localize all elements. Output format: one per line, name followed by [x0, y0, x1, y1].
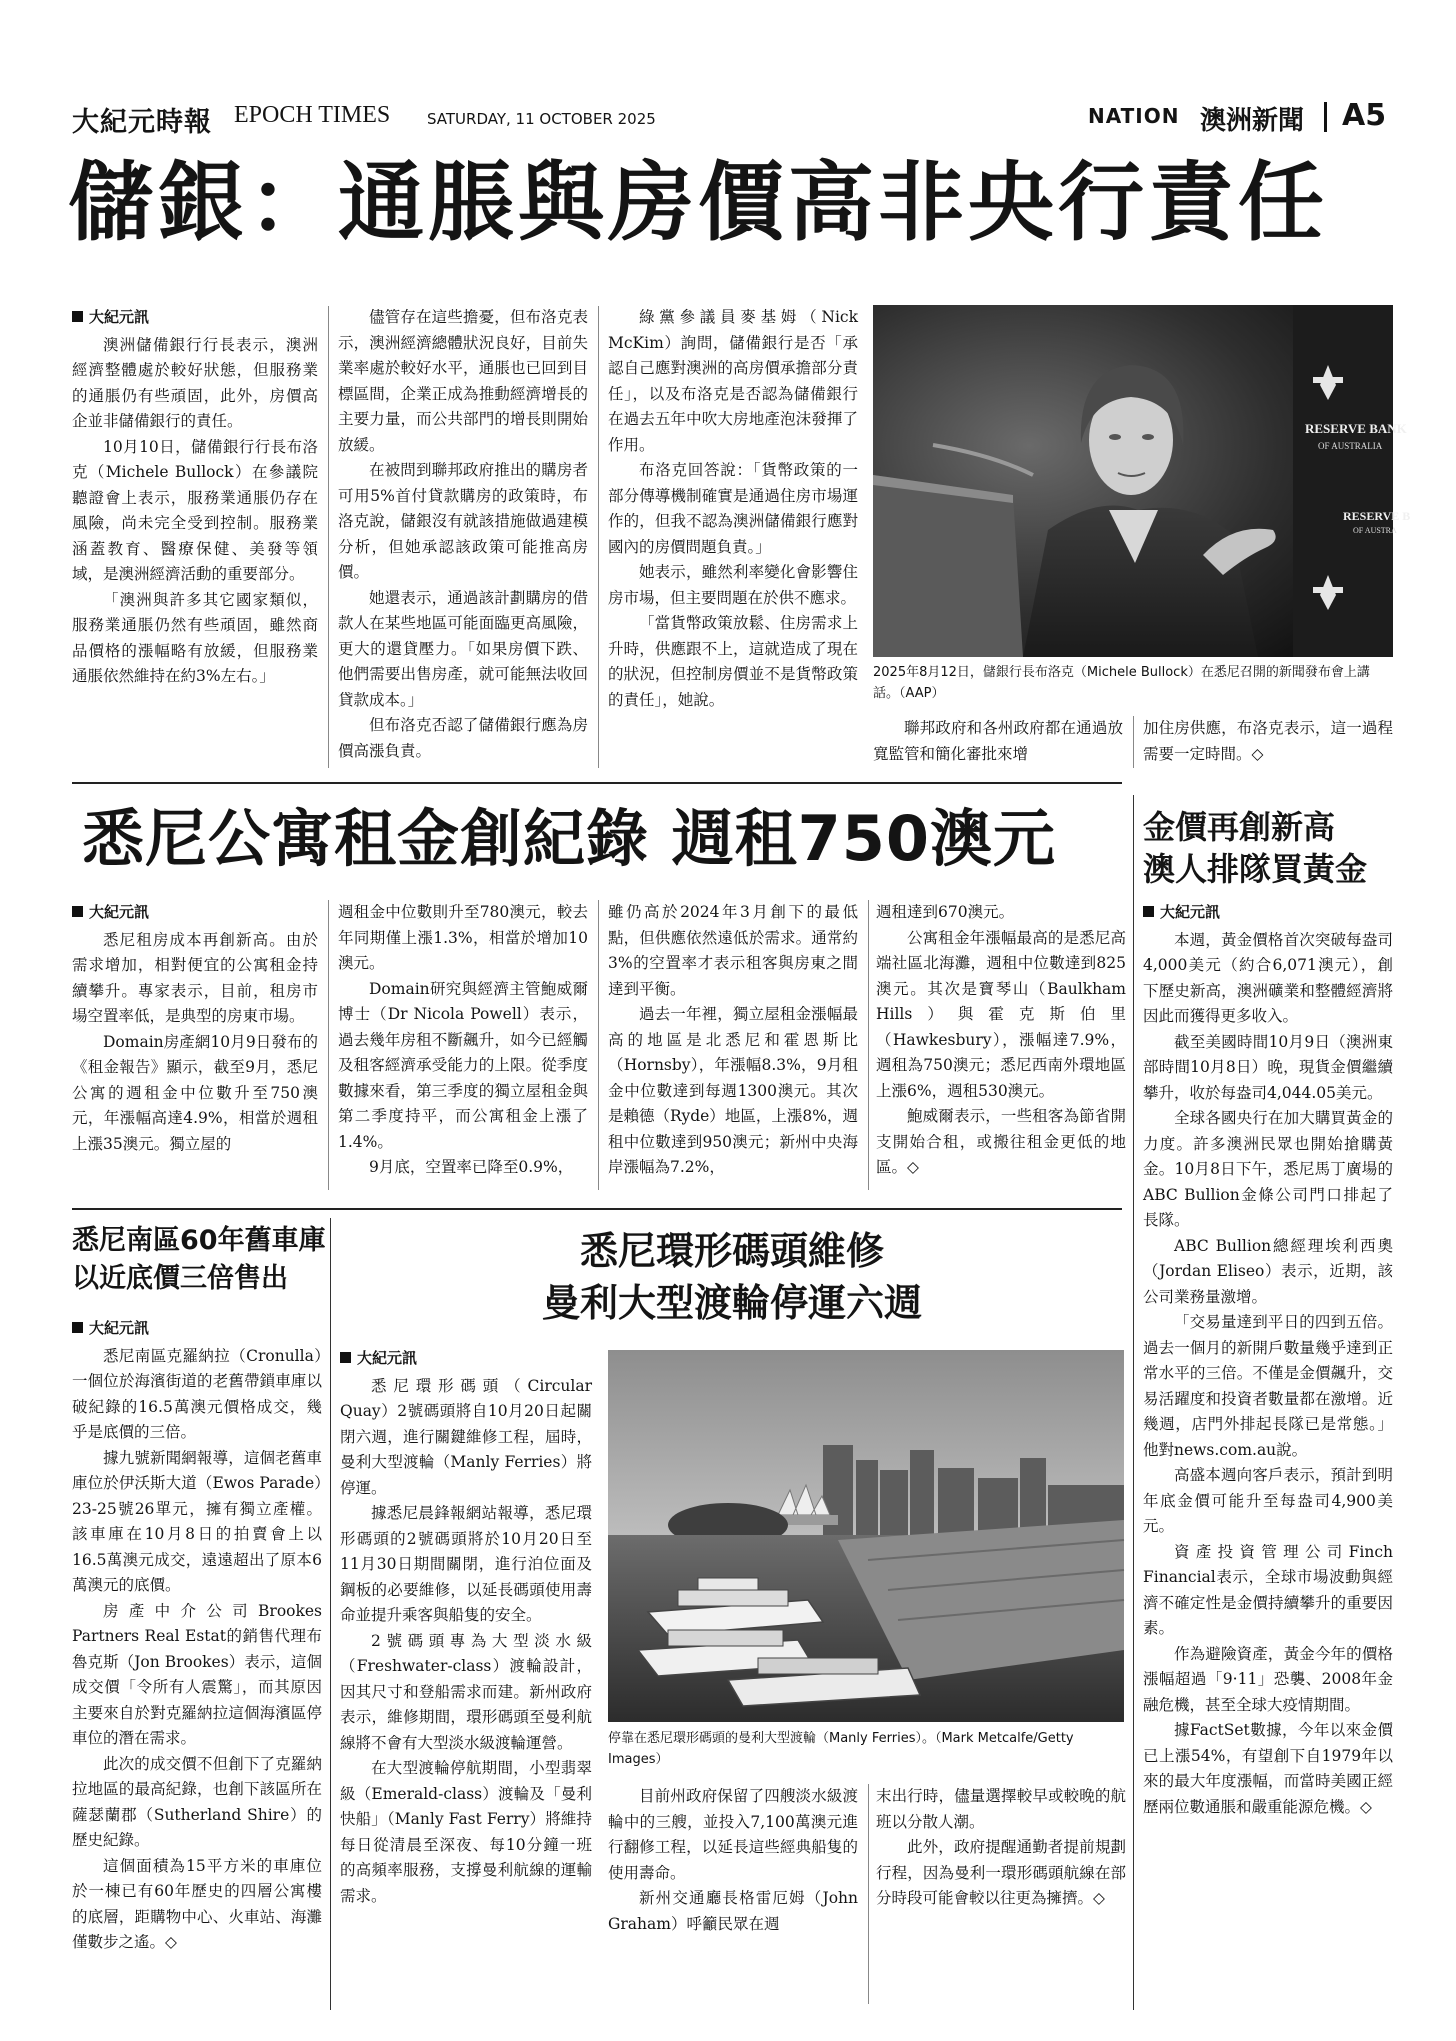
article5-photo-caption: 停靠在悉尼環形碼頭的曼利大型渡輪（Manly Ferries）。（Mark Metcalfe/Getty Images）: [608, 1731, 1074, 1767]
article1-divider-3: [1133, 716, 1134, 768]
section-label-en: NATION: [1088, 104, 1180, 128]
article4-p3: 房產中介公司Brookes Partners Real Estat的銷售代理布魯克斯（Jon Brookes）表示，這個成交價「令所有人震驚」，而其原因主要來自於對克羅納拉這個海濱區停車位的潛在需求。: [72, 1601, 322, 1747]
article1-col2-p4: 但布洛克否認了儲備銀行應為房價高漲負責。: [338, 716, 588, 760]
article1-col1-p2: 10月10日，儲備銀行行長布洛克（Michele Bullock）在參議院聽證會上表示，服務業通脹仍存在風險，尚未完全受到控制。服務業涵蓋教育、醫療保健、美發等領域，是澳洲經濟活動的重要部分。: [72, 437, 318, 583]
article1-col1-p3: 「澳洲與許多其它國家類似，服務業通脹仍然有些頑固，雖然商品價格的漲幅略有放緩，但服務業通脹依然維持在約3%左右。」: [72, 590, 318, 685]
article5-col1-p1: 悉尼環形碼頭（Circular Quay）2號碼頭將自10月20日起關閉六週，進行關鍵維修工程，屆時，曼利大型渡輪（Manly Ferries）將停運。: [340, 1376, 592, 1497]
article5-byline: 大紀元訊: [340, 1346, 592, 1372]
article1-col3-p1: 綠黨參議員麥基姆（Nick McKim）詢問，儲備銀行是否「承認自己應對澳洲的高房價承擔部分責任」，以及布洛克是否認為儲備銀行在過去五年中吹大房地產泡沫發揮了作用。: [608, 308, 858, 454]
article1-col1: [72, 305, 318, 775]
article2-col3: [608, 900, 858, 1200]
article3-headline-line2: 澳人排隊買黃金: [1143, 850, 1368, 888]
article1-col2-p2: 在被問到聯邦政府推出的購房者可用5%首付貸款購房的政策時，布洛克說，儲銀沒有就該措施做過建模分析，但她承認該政策可能推高房價。: [338, 461, 588, 581]
photo-sign-australia-lower: OF AUSTRA: [1353, 526, 1397, 535]
article5-col3: [876, 1784, 1126, 2010]
article2-col2-p1: 週租金中位數則升至780澳元，較去年同期僅上漲1.3%，相當於增加10澳元。: [338, 903, 588, 972]
article4-body: [72, 1316, 322, 2010]
article1-photo-bullock: [873, 305, 1411, 657]
article5-col1: [340, 1346, 592, 2010]
article5-col3-p2: 此外，政府提醒通勤者提前規劃行程，因為曼利一環形碼頭航線在部分時段可能會較以往更為擁擠。◇: [876, 1838, 1126, 1907]
article4-headline-line2: 以近底價三倍售出: [72, 1263, 288, 1294]
article1-divider-1: [328, 306, 329, 768]
photo-sign-of-australia: OF AUSTRALIA: [1318, 441, 1383, 451]
article4-p2: 據九號新聞網報導，這個老舊車庫位於伊沃斯大道（Ewos Parade）23-25號26單元，擁有獨立產權。該車庫在10月8日的拍賣會上以16.5萬澳元成交，遠遠超出了原本6萬澳元的底價。: [72, 1448, 322, 1594]
article3-p7: 資產投資管理公司Finch Financial表示，全球市場波動與經濟不確定性是金價持續攀升的重要因素。: [1143, 1542, 1393, 1637]
article4-p1: 悉尼南區克羅納拉（Cronulla）一個位於海濱街道的老舊帶鎖車庫以破紀錄的16.5萬澳元價格成交，幾乎是底價的三倍。: [72, 1346, 322, 1441]
article1-col3-p3: 她表示，雖然利率變化會影響住房市場，但主要問題在於供不應求。: [608, 563, 858, 607]
photo-sign-reserve-lower: RESERVE B: [1343, 509, 1411, 523]
article1-col3: [608, 305, 858, 775]
article1-bottom-rule: [72, 782, 1122, 784]
article3-p6: 高盛本週向客戶表示，預計到明年底金價可能升至每盎司4,900美元。: [1143, 1466, 1393, 1535]
article3-body: [1143, 900, 1393, 2010]
article1-divider-2: [598, 306, 599, 768]
article3-byline: 大紀元訊: [1143, 900, 1393, 926]
article5-headline-line1: 悉尼環形碼頭維修: [579, 1229, 884, 1273]
article2-divider-3: [868, 900, 869, 1190]
article1-col4: [873, 716, 1123, 768]
article2-col1-p1: 悉尼租房成本再創新高。由於需求增加，相對便宜的公寓租金持續攀升。專家表示，目前，租房市場空置率低，是典型的房東市場。: [72, 930, 318, 1025]
article3-p2: 截至美國時間10月9日（澳洲東部時間10月8日）晚，現貨金價繼續攀升，收於每盎司4,044.05美元。: [1143, 1032, 1393, 1102]
article4-byline: 大紀元訊: [72, 1316, 322, 1342]
article1-byline: 大紀元訊: [72, 305, 318, 331]
article5-photo-ferries: [608, 1350, 1124, 1722]
article3-p8: 作為避險資產，黃金今年的價格漲幅超過「9·11」恐襲、2008年金融危機，甚至全球大疫情期間。: [1143, 1644, 1393, 1714]
article2-col1-p2: Domain房產網10月9日發布的《租金報告》顯示，截至9月，悉尼公寓的週租金中位數升至750澳元，年漲幅高達4.9%，相當於週租上漲35澳元。獨立屋的: [72, 1032, 318, 1153]
article5-col3-p1: 末出行時，儘量選擇較早或較晚的航班以分散人潮。: [876, 1787, 1126, 1831]
article2-col2-p3: 9月底，空置率已降至0.9%，: [369, 1158, 574, 1176]
article1-headline: 儲銀：通脹與房價高非央行責任: [68, 152, 1328, 253]
article4-p4: 此次的成交價不但創下了克羅納拉地區的最高紀錄，也創下該區所在薩瑟蘭郡（Sutherland Shire）的歷史紀錄。: [72, 1754, 322, 1849]
article5-col2-p2: 新州交通廳長格雷厄姆（John Graham）呼籲民眾在週: [608, 1889, 858, 1933]
article2-col4-p1: 週租達到670澳元。: [876, 903, 1015, 921]
sidebar-separator: [1133, 795, 1134, 2010]
article5-col2-p1: 目前州政府保留了四艘淡水級渡輪中的三艘，並投入7,100萬澳元進行翻修工程，以延長這些經典船隻的使用壽命。: [608, 1787, 858, 1882]
article2-col4-p2: 公寓租金年漲幅最高的是悉尼高端社區北海灘，週租中位數達到825澳元。其次是寶琴山（Baulkham Hills）與霍克斯伯里（Hawkesbury），漲幅達7.9%，週租為750澳元；悉尼西南外環地區上漲6%，週租530澳元。: [876, 928, 1126, 1100]
article1-col2: [338, 305, 588, 775]
article2-col2-p2: Domain研究與經濟主管鮑威爾博士（Dr Nicola Powell）表示，過去幾年房租不斷飆升，如今已經觸及租客經濟承受能力的上限。從季度數據來看，第三季度的獨立屋租金與第二季度持平，而公寓租金上漲了1.4%。: [338, 979, 588, 1151]
article1-col5-p1: 加住房供應，布洛克表示，這一過程需要一定時間。◇: [1143, 719, 1393, 763]
article3-p5: 「交易量達到平日的四到五倍。過去一個月的新開戶數量幾乎達到正常水平的三倍。不僅是金價飆升，交易活躍度和投資者數量都在激增。近幾週，店門外排起長隊已是常態。」他對news.com.au說。: [1143, 1313, 1393, 1459]
article3-p9: 據FactSet數據，今年以來金價已上漲54%，有望創下自1979年以來的最大年度漲幅，而當時美國正經歷兩位數通脹和嚴重能源危機。◇: [1143, 1721, 1393, 1816]
masthead-logo-cn: 大紀元時報: [72, 107, 212, 138]
article5-col2: [608, 1784, 858, 2010]
article3-p1: 本週，黃金價格首次突破每盎司4,000美元（約合6,071澳元），創下歷史新高，澳洲礦業和整體經濟將因此而獲得更多收入。: [1143, 930, 1393, 1025]
article2-col3-p1: 雖仍高於2024年3月創下的最低點，但供應依然遠低於需求。通常約3%的空置率才表示租客與房東之間達到平衡。: [608, 903, 858, 998]
article5-col1-p2: 據悉尼晨鋒報網站報導，悉尼環形碼頭的2號碼頭將於10月20日至11月30日期間關閉，進行泊位面及鋼板的必要維修，以延長碼頭使用壽命並提升乘客與船隻的安全。: [340, 1504, 592, 1624]
article1-col3-p2: 布洛克回答說：「貨幣政策的一部分傳導機制確實是通過住房市場運作的，但我不認為澳洲儲備銀行應對國內的房價問題負責。」: [608, 461, 858, 556]
article3-p3: 全球各國央行在加大購買黃金的力度。許多澳洲民眾也開始搶購黃金。10月8日下午，悉尼馬丁廣場的ABC Bullion金條公司門口排起了長隊。: [1143, 1109, 1393, 1229]
article5-col1-p4: 在大型渡輪停航期間，小型翡翠級（Emerald-class）渡輪及「曼利快船」（Manly Fast Ferry）將維持每日從清晨至深夜、每10分鐘一班的高頻率服務，支撐曼利航線的運輸需求。: [340, 1759, 592, 1905]
article3-headline-line1: 金價再創新高: [1143, 808, 1336, 846]
article4-headline-line1: 悉尼南區60年舊車庫: [72, 1225, 326, 1256]
article4-divider: [330, 1218, 331, 2010]
article2-col2: [338, 900, 588, 1200]
article1-photo-caption: 2025年8月12日，儲銀行長布洛克（Michele Bullock）在悉尼召開的新聞發布會上講話。（AAP）: [873, 665, 1370, 701]
article1-col4-p1: 聯邦政府和各州政府都在通過放寬監管和簡化審批來增: [873, 719, 1123, 763]
article2-bottom-rule: [72, 1208, 1122, 1210]
article1-col2-p1: 儘管存在這些擔憂，但布洛克表示，澳洲經濟總體狀況良好，目前失業率處於較好水平，通脹也已回到目標區間，企業正成為推動經濟增長的主要力量，而公共部門的增長則開始放緩。: [338, 308, 588, 454]
masthead-logo-en: EPOCH TIMES: [234, 102, 391, 128]
masthead-divider: [1324, 102, 1327, 132]
article2-col4-p3: 鮑威爾表示，一些租客為節省開支開始合租，或搬往租金更低的地區。◇: [876, 1107, 1126, 1176]
article2-headline: 悉尼公寓租金創紀錄 週租750澳元: [82, 802, 1057, 875]
article1-col5: [1143, 716, 1393, 768]
article2-byline: 大紀元訊: [72, 900, 318, 926]
masthead: [72, 98, 1392, 136]
article1-col2-p3: 她還表示，通過該計劃購房的借款人在某些地區可能面臨更高風險，更大的還貸壓力。「如果房價下跌、他們需要出售房產，就可能無法收回貸款成本。」: [338, 588, 588, 709]
article2-divider-2: [598, 900, 599, 1190]
article1-col1-p1: 澳洲儲備銀行行長表示，澳洲經濟整體處於較好狀態，但服務業的通脹仍有些頑固，此外，房價高企並非儲備銀行的責任。: [72, 335, 318, 430]
page-number: A5: [1342, 98, 1387, 133]
article4-p5: 這個面積為15平方米的車庫位於一棟已有60年歷史的四層公寓樓的底層，距購物中心、火車站、海灘僅數步之遙。◇: [72, 1856, 322, 1951]
article5-headline-line2: 曼利大型渡輪停運六週: [541, 1281, 922, 1325]
article5-col1-p3: 2號碼頭專為大型淡水級（Freshwater-class）渡輪設計，因其尺寸和登船需求而建。新州政府表示，維修期間，環形碼頭至曼利航線將不會有大型淡水級渡輪運營。: [340, 1631, 592, 1752]
article2-col3-p2: 過去一年裡，獨立屋租金漲幅最高的地區是北悉尼和霍恩斯比（Hornsby），年漲幅8.3%，9月租金中位數達到每週1300澳元。其次是賴德（Ryde）地區，上漲8%，週租中位數達到950澳元；新州中央海岸漲幅為7.2%，: [608, 1005, 858, 1176]
section-label-cn: 澳洲新聞: [1200, 106, 1305, 136]
article2-col4: [876, 900, 1126, 1200]
article3-p4: ABC Bullion總經理埃利西奧（Jordan Eliseo）表示，近期，該公司業務量激增。: [1143, 1236, 1393, 1306]
article2-divider-1: [328, 900, 329, 1190]
photo-sign-reserve-bank: RESERVE BANK: [1305, 421, 1407, 436]
article1-col3-p4: 「當貨幣政策放鬆、住房需求上升時，供應跟不上，這就造成了現在的狀況，但控制房價並不是貨幣政策的責任」，她說。: [608, 614, 858, 709]
masthead-date: SATURDAY, 11 OCTOBER 2025: [427, 110, 656, 128]
article2-col1: [72, 900, 318, 1200]
article5-divider: [868, 1784, 869, 2004]
